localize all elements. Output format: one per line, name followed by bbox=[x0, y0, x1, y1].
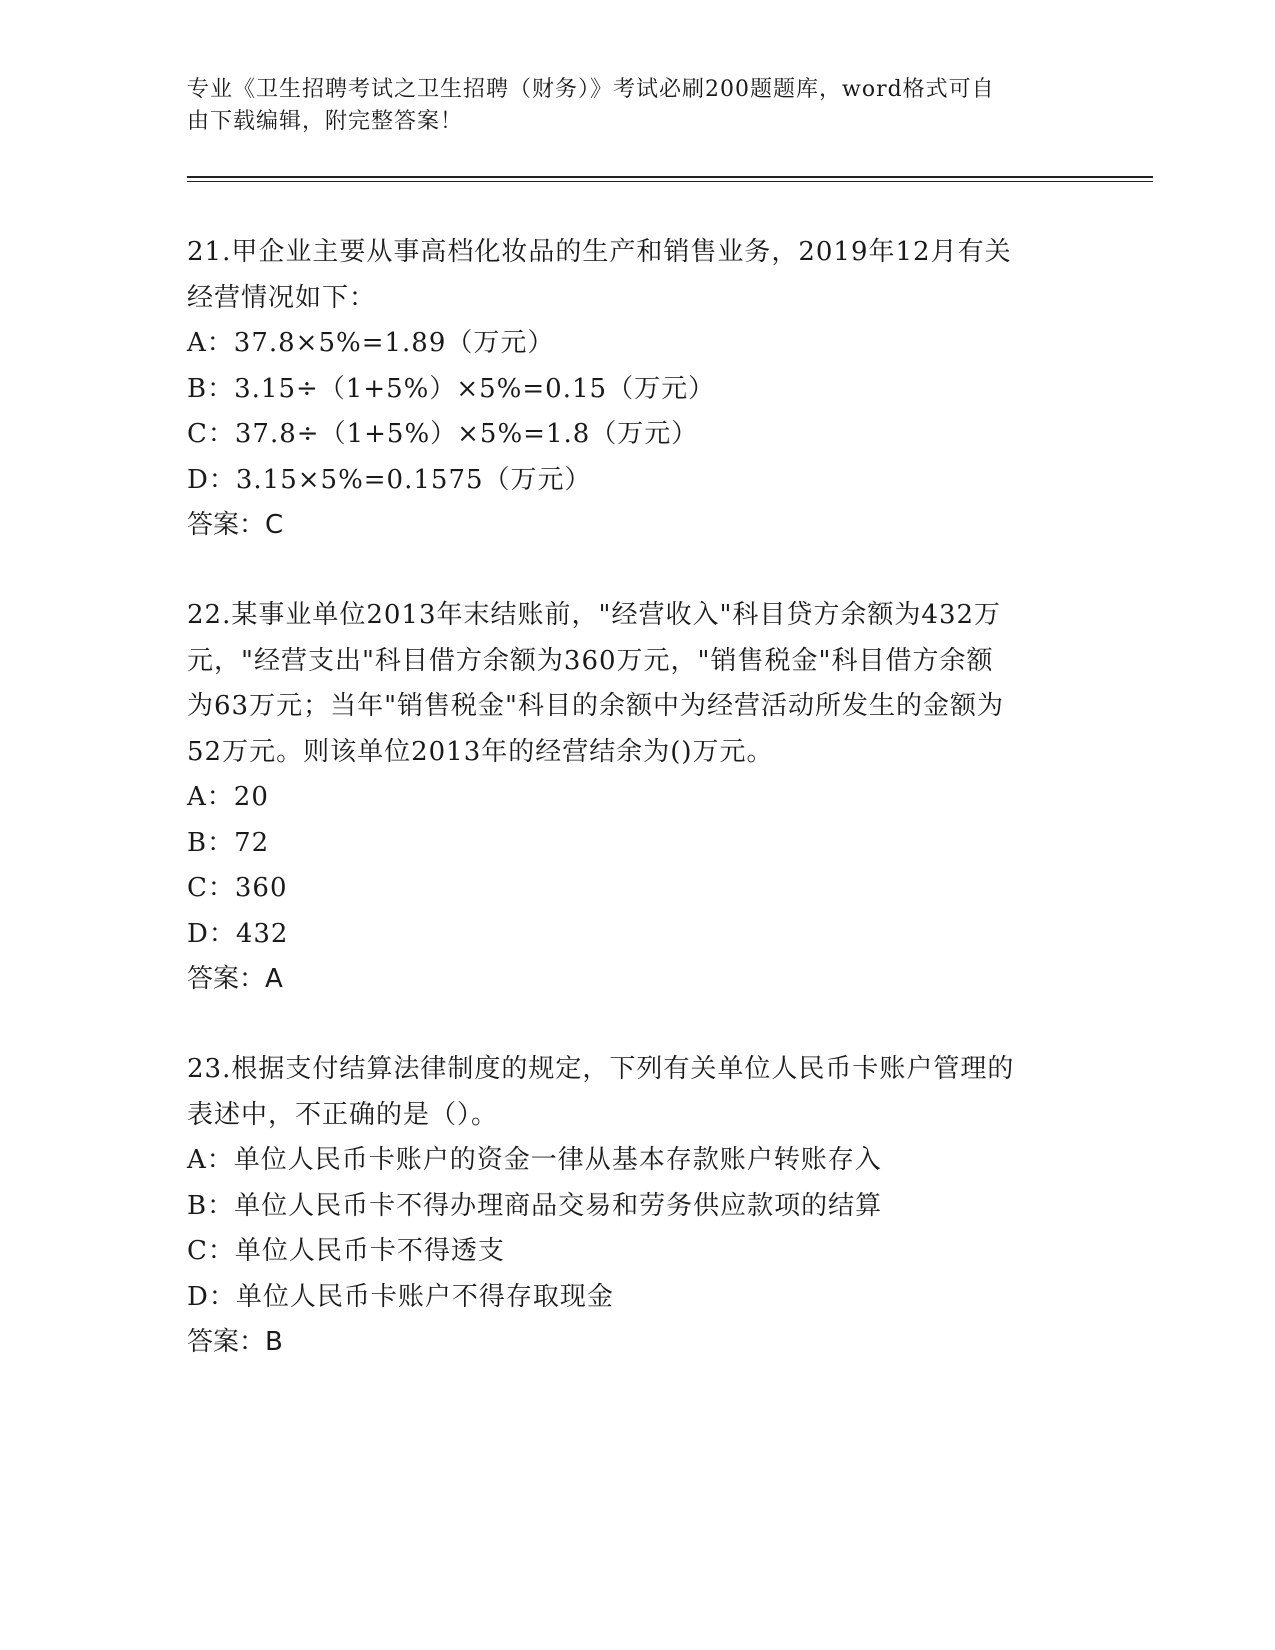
question-23-option-a: A：单位人民币卡账户的资金一律从基本存款账户转账存入 bbox=[187, 1145, 882, 1175]
question-21-option-a: A：37.8×5%=1.89（万元） bbox=[187, 328, 555, 358]
question-22-line-1: 22.某事业单位2013年末结账前，"经营收入"科目贷方余额为432万 bbox=[187, 600, 1002, 630]
question-21-option-d: D：3.15×5%=0.1575（万元） bbox=[187, 464, 592, 495]
question-22-line-3: 为63万元；当年"销售税金"科目的余额中为经营活动所发生的金额为 bbox=[187, 691, 1005, 721]
question-23-line-2: 表述中，不正确的是（）。 bbox=[187, 1099, 499, 1130]
header-divider bbox=[187, 176, 1153, 178]
question-21-line-1: 21.甲企业主要从事高档化妆品的生产和销售业务，2019年12月有关 bbox=[187, 237, 1012, 267]
question-21-option-b: B：3.15÷（1+5%）×5%=0.15（万元） bbox=[187, 373, 716, 404]
question-23 bbox=[187, 1047, 1087, 1366]
question-22 bbox=[187, 593, 1087, 1003]
header-line-2: 由下载编辑，附完整答案！ bbox=[187, 109, 464, 134]
document-header bbox=[187, 74, 1077, 138]
question-23-option-c: C：单位人民币卡不得透支 bbox=[187, 1236, 505, 1266]
question-22-option-c: C：360 bbox=[187, 873, 288, 903]
question-22-answer: 答案：A bbox=[187, 964, 283, 994]
question-23-line-1: 23.根据支付结算法律制度的规定，下列有关单位人民币卡账户管理的 bbox=[187, 1054, 1015, 1084]
question-23-answer: 答案：B bbox=[187, 1327, 283, 1357]
question-21-answer: 答案：C bbox=[187, 510, 284, 540]
header-line-1: 专业《卫生招聘考试之卫生招聘（财务）》考试必刷200题题库，word格式可自 bbox=[187, 77, 995, 102]
question-22-line-4: 52万元。则该单位2013年的经营结余为()万元。 bbox=[187, 736, 774, 767]
question-22-option-d: D：432 bbox=[187, 918, 289, 949]
question-23-option-b: B：单位人民币卡不得办理商品交易和劳务供应款项的结算 bbox=[187, 1190, 883, 1221]
question-21-option-c: C：37.8÷（1+5%）×5%=1.8（万元） bbox=[187, 419, 699, 449]
question-23-option-d: D：单位人民币卡账户不得存取现金 bbox=[187, 1281, 614, 1312]
question-21-line-2: 经营情况如下： bbox=[187, 282, 377, 313]
question-22-line-2: 元，"经营支出"科目借方余额为360万元，"销售税金"科目借方余额 bbox=[187, 645, 994, 676]
question-22-option-b: B：72 bbox=[187, 827, 270, 858]
question-22-option-a: A：20 bbox=[187, 782, 269, 812]
question-21 bbox=[187, 230, 1087, 549]
header-divider-thin bbox=[187, 181, 1153, 182]
